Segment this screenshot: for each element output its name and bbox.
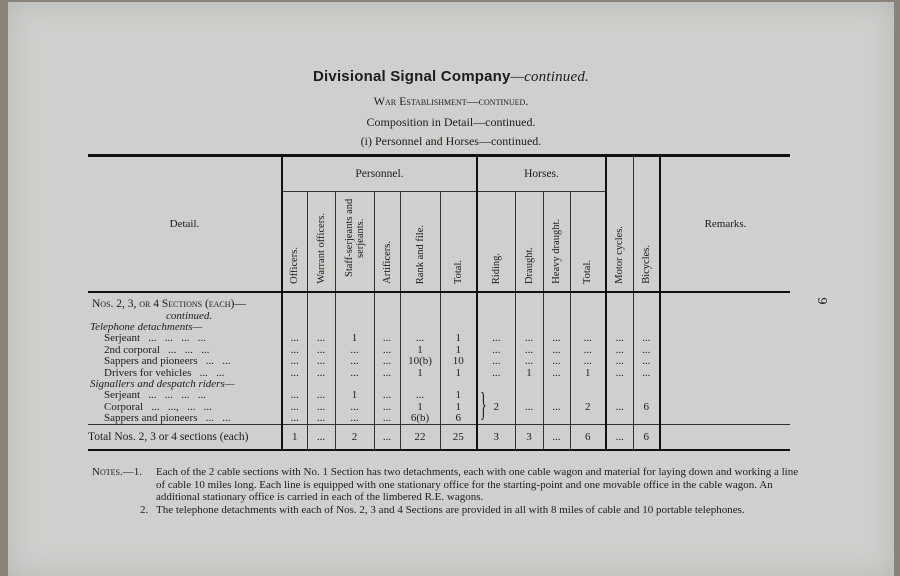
col-header: Heavy draught. [543,192,570,293]
title-continued: —continued. [510,69,589,85]
col-header: Riding. [477,192,515,293]
subtitle-war-establishment: War Establishment—continued. [373,94,529,108]
establishment-table [88,154,790,451]
value-cell: ... [543,333,570,344]
total-cell: 22 [400,425,440,451]
cell [515,292,543,310]
value-cell: 10 [440,356,477,367]
value-cell: ... [374,413,400,425]
value-cell: 10(b) [400,356,440,367]
value-cell: ... [282,367,307,378]
total-cell: ... [543,425,570,451]
cell [282,292,307,310]
remarks-cell [660,379,790,390]
value-cell: ... [307,390,335,401]
cell [633,292,660,310]
row-label: Nos. 2, 3, or 4 Sections (each)— [88,292,282,310]
cell [440,310,477,321]
value-cell: ... [374,367,400,378]
cell [570,292,606,310]
note-label: 2. [140,503,149,516]
value-cell: ... [477,356,515,367]
remarks-cell [660,345,790,356]
value-cell: 1 [400,367,440,378]
subtitle-composition: Composition in Detail—continued. [366,115,536,129]
value-cell: ... [374,345,400,356]
col-header: Staff-serjeants and serjeants. [335,192,374,293]
total-cell: 3 [515,425,543,451]
value-cell: ... [570,333,606,344]
remarks-cell [660,356,790,367]
remarks-cell [660,333,790,344]
value-cell: ... [515,345,543,356]
document-page [8,2,894,576]
row-label: Telephone detachments— [90,320,203,333]
remarks-cell [660,322,790,333]
total-cell: ... [374,425,400,451]
detail-header: Detail. [169,218,200,230]
value-cell: ... [515,390,543,425]
value-cell: ... [374,333,400,344]
row-label: Serjeant ... ... ... ... [104,389,207,402]
col-header: Artificers. [374,192,400,293]
value-cell: 1 [440,333,477,344]
value-cell: ... [307,356,335,367]
table-row [88,333,790,344]
value-cell: ... [543,345,570,356]
value-cell: ... [606,390,633,425]
value-cell: ... [606,367,633,378]
value-cell: ... [282,390,307,401]
remarks-cell [660,425,790,451]
total-cell: 1 [282,425,307,451]
value-cell: ... [282,402,307,413]
value-cell: ... [606,333,633,344]
personnel-header: Personnel. [282,156,477,192]
value-cell: ... [633,345,660,356]
value-cell: ... [307,402,335,413]
value-cell: 1 [335,333,374,344]
value-cell: 6 [440,413,477,425]
cell [374,310,400,321]
value-cell: ... [606,356,633,367]
total-row [88,425,790,451]
table-row [88,356,790,367]
value-cell: ... [570,345,606,356]
value-cell: 1 [440,367,477,378]
horses-header: Horses. [477,156,606,192]
value-cell: ... [543,356,570,367]
note-label: Notes.—1. [92,466,142,478]
cell [515,379,543,390]
value-cell: ... [400,390,440,401]
value-cell: ... [374,390,400,401]
col-header: Draught. [515,192,543,293]
table-row [88,292,790,310]
row-label: 2nd corporal ... ... ... [104,343,210,356]
value-cell: ... [374,402,400,413]
value-cell: 6 [633,390,660,425]
remarks-cell [660,292,790,310]
row-label: continued. [166,309,213,322]
cell [477,292,515,310]
cell [570,379,606,390]
value-cell: ... [400,333,440,344]
cell [606,292,633,310]
total-cell: 2 [335,425,374,451]
total-cell: 25 [440,425,477,451]
row-label: Corporal ... ..., ... ... [104,400,212,413]
value-cell: 6(b) [400,413,440,425]
note-text: Each of the 2 cable sections with No. 1 Section has two detachments, each with one cable wagon and material for laying down and working a line of cable 10 miles long. Each line is equipped with one stationary office for the starting-point and one movable office in the cable wagon. An additional stationary office is carried in each of the limbered R.E. wagons. [156,466,799,503]
value-cell: ... [282,333,307,344]
title-main: Divisional Signal Company [313,68,511,85]
row-label: Signallers and despatch riders— [90,377,235,390]
cell [543,292,570,310]
value-cell: ... [477,345,515,356]
value-cell: ... [335,345,374,356]
value-cell: ... [335,413,374,425]
value-cell: ... [335,402,374,413]
value-cell: ... [282,356,307,367]
value-cell: ... [307,345,335,356]
cell [440,292,477,310]
value-cell: 1 [440,390,477,401]
value-cell: ... [543,367,570,378]
remarks-cell [660,310,790,321]
value-cell: ... [307,367,335,378]
value-cell: 1 [515,367,543,378]
row-label: Drivers for vehicles ... ... [104,366,225,379]
value-cell: ... [515,333,543,344]
value-cell: ... [477,333,515,344]
value-cell: 1 [440,402,477,413]
row-label: Sappers and pioneers ... ... [104,355,231,368]
cell [633,379,660,390]
value-cell: ... [307,413,335,425]
subtitle-personnel-horses: (i) Personnel and Horses—continued. [360,134,542,148]
cell [543,310,570,321]
value-cell: ... [606,345,633,356]
total-cell: 3 [477,425,515,451]
cell [307,310,335,321]
value-cell: ... [633,356,660,367]
value-cell: 1 [400,402,440,413]
value-cell: ... [515,356,543,367]
cell [335,292,374,310]
value-cell: ... [543,390,570,425]
cell [335,310,374,321]
value-cell: ... [335,356,374,367]
row-label: Serjeant ... ... ... ... [104,332,207,345]
cell [307,292,335,310]
note-item [92,504,806,517]
value-cell: ... [477,367,515,378]
value-cell: 2 [570,390,606,425]
col-header: Total. [440,192,477,293]
col-header: Rank and file. [400,192,440,293]
row-label: Sappers and pioneers ... ... [104,412,231,425]
cell [400,292,440,310]
table-row [88,390,790,401]
note-text: The telephone detachments with each of Nos. 2, 3 and 4 Sections are provided in all with 8 miles of cable and 10 portable telephones. [156,503,745,516]
page-title [8,68,894,86]
value-cell: ... [282,413,307,425]
total-cell: ... [307,425,335,451]
notes [92,466,806,516]
cell [633,310,660,321]
value-cell: 1 [400,345,440,356]
value-cell: ... [335,367,374,378]
cell [282,310,307,321]
value-cell: ... [633,367,660,378]
cell [477,310,515,321]
value-cell: ... [633,333,660,344]
value-cell: ... [374,356,400,367]
value-cell: ... [307,333,335,344]
total-cell: 6 [570,425,606,451]
col-header: Total. [570,192,606,293]
col-header: Warrant officers. [307,192,335,293]
cell [374,292,400,310]
value-cell: } 2 [477,390,515,425]
remarks-cell [660,390,790,425]
value-cell: 1 [335,390,374,401]
cell [606,379,633,390]
cell [570,310,606,321]
value-cell: 1 [440,345,477,356]
col-header: Bicycles. [633,156,660,293]
value-cell: ... [570,356,606,367]
row-label: Total Nos. 2, 3 or 4 sections (each) [88,425,282,451]
value-cell: 1 [570,367,606,378]
total-cell: 6 [633,425,660,451]
note-item [92,466,806,504]
total-cell: ... [606,425,633,451]
col-header: Motor cycles. [606,156,633,293]
remarks-cell [660,367,790,378]
remarks-header: Remarks. [660,156,790,293]
cell [515,310,543,321]
value-cell: ... [282,345,307,356]
cell [543,379,570,390]
cell [400,310,440,321]
cell [606,310,633,321]
col-header: Officers. [282,192,307,293]
page-number: 9 [814,297,829,305]
